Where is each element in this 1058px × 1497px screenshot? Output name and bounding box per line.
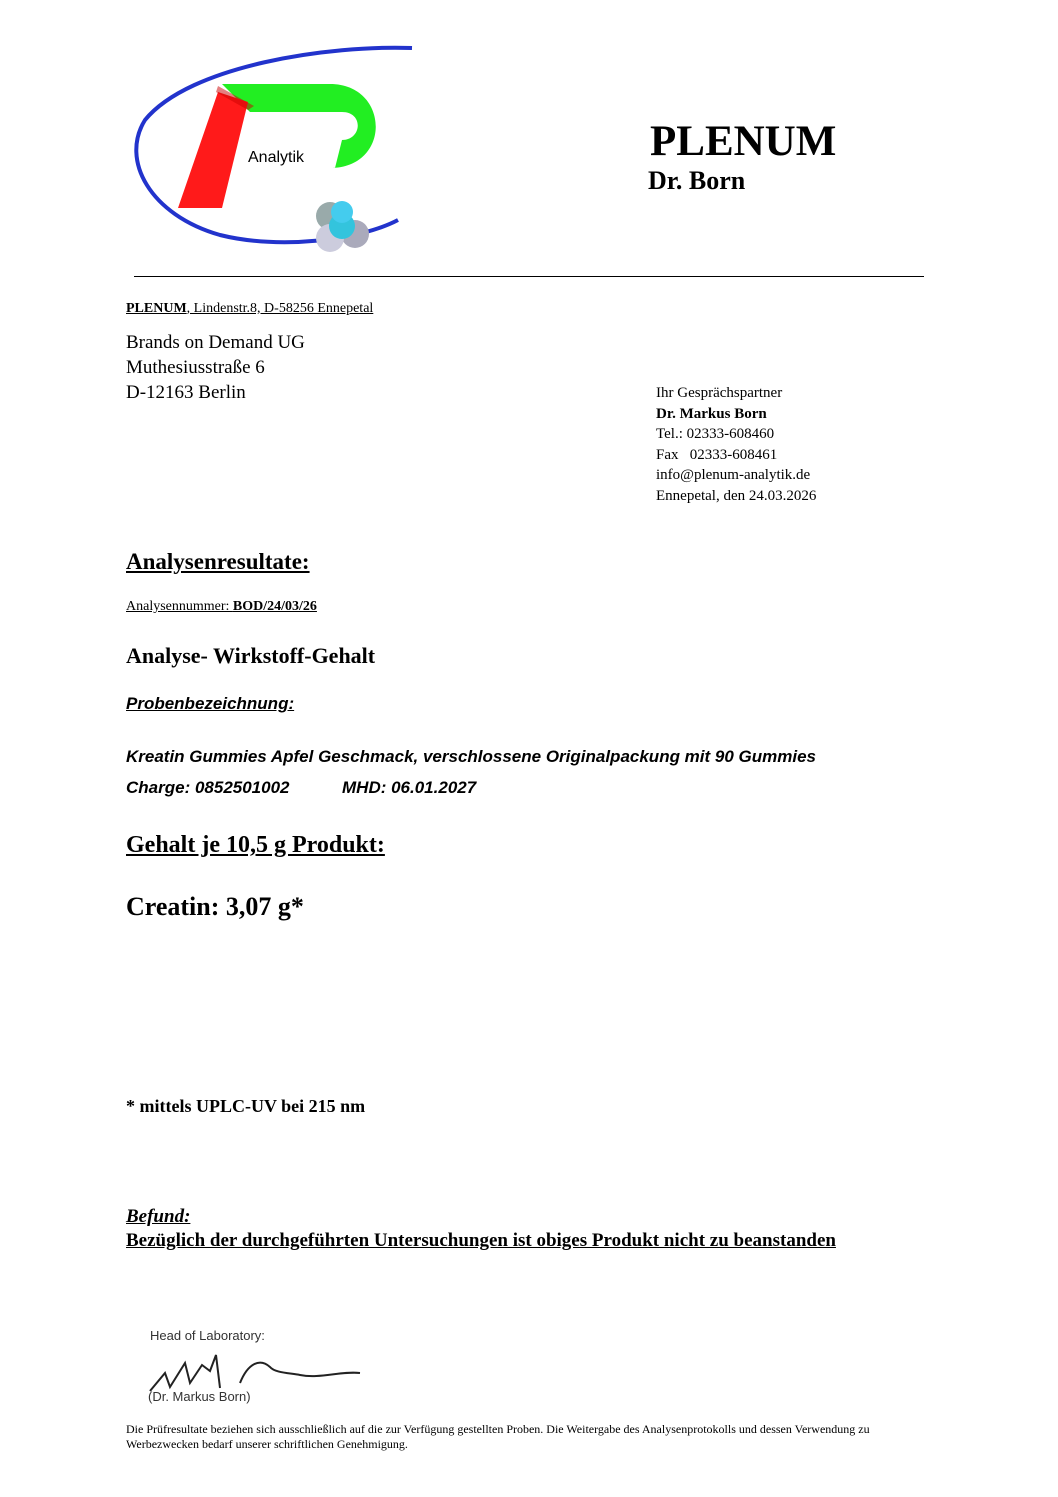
- document-date: Ennepetal, den 24.03.2026: [656, 488, 817, 504]
- contact-name: Dr. Markus Born: [656, 406, 767, 422]
- logo-red-bar: [178, 92, 248, 208]
- contact-email: info@plenum-analytik.de: [656, 467, 811, 483]
- creatin-value: 3,07 g*: [225, 892, 304, 921]
- contact-phone: Tel.: 02333-608460: [656, 426, 775, 442]
- contact-fax: Fax 02333-608461: [656, 447, 778, 463]
- sender-address: , Lindenstr.8, D-58256 Ennepetal: [186, 301, 374, 316]
- signature-name: (Dr. Markus Born): [148, 1389, 251, 1404]
- analysis-number: [126, 599, 317, 615]
- plenum-analytik-logo: [130, 40, 420, 265]
- header-divider: [134, 276, 924, 277]
- method-note: * mittels UPLC-UV bei 215 nm: [126, 1096, 366, 1116]
- signature-heading: Head of Laboratory:: [150, 1328, 265, 1343]
- creatin-result: [126, 892, 304, 922]
- company-subtitle: Dr. Born: [648, 166, 746, 195]
- sample-mhd: MHD: 06.01.2027: [342, 778, 477, 797]
- contact-label: Ihr Gesprächspartner: [656, 385, 783, 401]
- sender-name: PLENUM: [126, 301, 187, 316]
- sender-address-line: [126, 301, 373, 317]
- finding-text: Bezüglich der durchgeführten Untersuchungen ist obiges Produkt nicht zu beanstanden: [126, 1230, 836, 1251]
- footer-disclaimer: Die Prüfresultate beziehen sich ausschließlich auf die zur Verfügung gestellten Proben. Die Weitergabe des Analysenprotokolls und dessen Verwendung zu Werbezwecken bedarf unserer schriftlichen Genehmigung.: [126, 1422, 870, 1451]
- molecule-icon: [316, 201, 369, 252]
- analysis-type: Analyse- Wirkstoff-Gehalt: [126, 643, 376, 668]
- analysis-number-value: BOD/24/03/26: [232, 599, 317, 614]
- results-heading: Analysenresultate:: [126, 549, 310, 574]
- recipient-line-1: Brands on Demand UG: [126, 332, 305, 353]
- sample-charge: Charge: 0852501002: [126, 778, 290, 797]
- logo-text: Analytik: [248, 149, 305, 166]
- recipient-line-2: Muthesiusstraße 6: [126, 357, 265, 378]
- analysis-number-label: Analysennummer:: [126, 599, 233, 614]
- sample-description: Kreatin Gummies Apfel Geschmack, verschlossene Originalpackung mit 90 Gummies: [126, 747, 817, 766]
- sample-label: Probenbezeichnung:: [126, 694, 295, 713]
- finding-label: Befund:: [126, 1206, 191, 1227]
- content-heading: Gehalt je 10,5 g Produkt:: [126, 832, 385, 858]
- recipient-line-3: D-12163 Berlin: [126, 382, 246, 403]
- company-name: PLENUM: [650, 118, 837, 165]
- creatin-label: Creatin:: [126, 892, 226, 921]
